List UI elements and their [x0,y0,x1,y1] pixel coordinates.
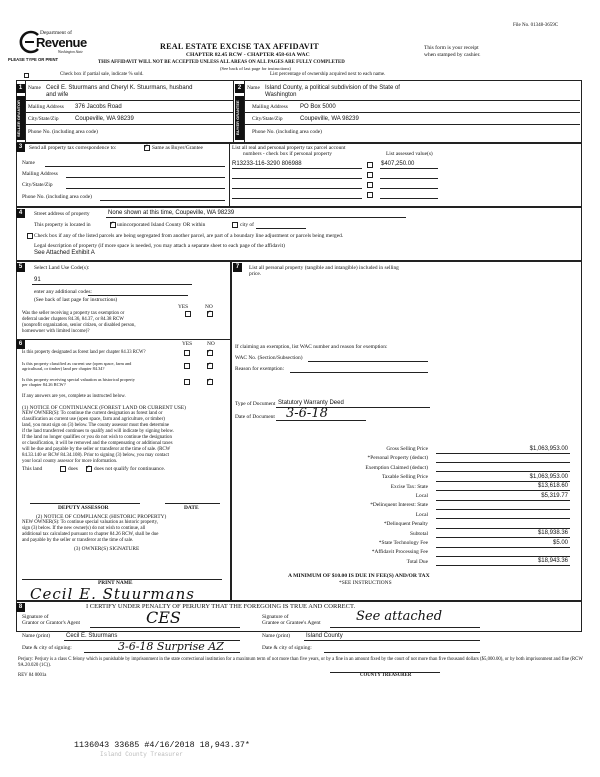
seller-name-label: Name [28,85,41,91]
file-number: File No. 01348-3659C [513,23,559,28]
wac-no-label: WAC No. (Section/Subsection) [235,355,303,361]
calc-row-label: Exemption Claimed (deduct) [365,464,428,471]
seller-name-value: Cecil E. Stuurmans and Cheryl K. Stuurmans, husband [46,85,193,91]
calc-row-value: $5.00 [552,539,568,546]
calc-row-line [436,537,570,538]
calc-row-label: Excise Tax: State [390,483,428,490]
deputy-assessor-label: DEPUTY ASSESSOR [58,505,109,511]
seller-grantor-label: SELLER GRANTOR [16,96,25,140]
section-2-number: 2 [235,84,244,93]
grantor-name-label: Name (print) [22,633,50,639]
buyer-name-value-2: Washington [265,92,297,98]
print-name-label: PRINT NAME [98,580,133,586]
minimum-due-note: A MINIMUM OF $10.00 IS DUE IN FEE(S) AND/OR TAX [288,573,430,579]
form-chapter: CHAPTER 82.45 RCW - CHAPTER 458-61A WAC [186,52,310,58]
personal-prop-checkbox-2[interactable] [367,172,373,178]
personal-prop-checkbox-4[interactable] [367,192,373,198]
calc-row-label: Subtotal [410,530,428,537]
historic-yes-checkbox[interactable] [184,379,190,385]
calc-row-line [436,462,570,463]
revision-code: REV 84 0001a [18,673,47,678]
list-pct-label: List percentage of ownership acquired next to each name. [270,72,386,77]
legal-description-value: See Attached Exhibit A [34,250,95,256]
seller-phone-label: Phone No. (including area code) [28,129,98,135]
segregated-label: Check box if any of the listed parcels are being segregated from another parcel, are part of a boundary line adjustment or parcels being merged. [34,233,344,239]
section-1-number: 1 [16,84,25,93]
same-as-buyer-check-icon: ✓ [143,143,149,150]
calc-row-label: *Affidavit Processing Fee [371,549,428,556]
receipt-note-1: This form is your receipt [424,45,479,51]
calc-row-label: *Delinquent Penalty [383,521,428,528]
unincorporated-check-icon: ✓ [109,220,115,227]
this-land-label: This land [22,466,43,472]
notice1-line: If the land no longer qualifies or you do not wish to continue the designation [22,435,172,440]
exemption-q-line-1: Was the seller receiving a property tax exemption or [22,311,125,316]
does-not-qualify-check-icon: ✓ [85,464,91,471]
additional-codes-label: enter any additional codes: [34,289,92,295]
forest-yes-checkbox[interactable] [184,350,190,356]
notice2-line: NEW OWNER(S): To continue special valuation as historic property, [22,520,158,525]
assessor-date-label: DATE [184,505,199,511]
same-as-buyer-label: Same as Buyer/Grantee [152,145,203,151]
grantee-signature: See attached [356,609,443,624]
notice2-line: additional tax calculated pursuant to chapter 84.26 RCW, shall be due [22,532,159,537]
personal-property-label-1: List all personal property (tangible and intangible) included in selling [249,265,399,271]
calc-row-line [436,547,570,548]
wa-state-label: Washington State [58,50,83,54]
assessed-value: $407,250.00 [381,161,415,167]
sec6-yes-header: YES [182,341,193,347]
calc-row-label: Gross Selling Price [386,446,428,452]
doc-type-value: Statutory Warranty Deed [278,400,344,406]
grantee-sig-label-2: Grantee or Grantee's Agent [262,620,321,626]
calc-row-value: $18,943.36 [537,558,568,565]
notice1-line: classification as current use (open space, farm and agriculture, or timber) [22,417,165,422]
calc-row-line [436,556,570,557]
legal-description-label: Legal description of property (if more space is needed, you may attach a separate sheet to each page of the affidavit) [34,243,285,249]
city-of-checkbox[interactable] [232,222,238,228]
grantor-date-city-label: Date & city of signing: [22,645,72,651]
corr-phone-label: Phone No. (including area code) [22,194,92,200]
grantor-signature: CES [146,608,181,627]
calc-row-line [436,453,570,454]
buyer-grantee-label: BUYER GRANTEE [235,96,244,140]
does-label: does [68,466,78,472]
buyer-city-label: City/State/Zip [252,116,283,122]
grantor-sig-label-1: Signature of [22,614,49,620]
unincorporated-label: unincorporated Island County OR within [117,222,206,228]
exemption-yes-checkbox[interactable] [185,311,191,317]
grantor-sig-label-2: Grantor or Grantor's Agent [22,620,81,626]
please-type: PLEASE TYPE OR PRINT [8,57,59,62]
send-correspondence-label: Send all property tax correspondence to: [29,145,117,151]
seller-mailing-value: 376 Jacobs Road [75,104,122,110]
current-use-q-2: agricultural, or timber) land per chapter 84.34? [22,366,105,371]
calc-row-label: Taxable Selling Price [381,474,428,481]
grantee-sig-label-1: Signature of [262,614,289,620]
current-use-yes-checkbox[interactable] [184,363,190,369]
calc-row-line [436,509,570,510]
buyer-mailing-label: Mailing Address [252,104,288,110]
grantor-date-city-value: 3-6-18 Surprise AZ [118,640,224,653]
section-4-number: 4 [16,209,25,218]
calc-row-line [436,528,570,529]
street-address-value: None shown at this time, Coupeville, WA 98239 [108,210,235,216]
exemption-q-line-2: deferral under chapters 84.36, 84.37, or 84.38 RCW [22,317,124,322]
segregated-checkbox[interactable] [27,233,33,239]
sec5-yes-header: YES [178,304,189,310]
seller-name-value-2: and wife [46,92,69,98]
section-3-number: 3 [16,143,25,152]
land-use-label: Select Land Use Code(s): [34,265,90,271]
buyer-mailing-value: PO Box 5000 [300,104,336,110]
buyer-name-label: Name [247,85,260,91]
calc-row-value: $1,063,953.00 [529,445,568,452]
exemption-no-check-icon: ✓ [206,309,212,316]
section-8-number: 8 [16,603,25,612]
calc-row-label: Total Due [406,558,428,565]
exemption-q-line-4: homeowner with limited income)? [22,329,90,334]
county-treasurer-label: COUNTY TREASURER [360,673,412,678]
calc-row-line [436,500,570,501]
current-use-no-check-icon: ✓ [206,361,212,368]
partial-sale-label: Check box if partial sale, indicate % sold. [60,72,144,77]
calc-row-value: $1,063,953.00 [529,473,568,480]
seller-city-label: City/State/Zip [28,116,59,122]
if-yes-instruction: If any answers are yes, complete as instructed below. [22,394,126,399]
notice-continuance-title: (1) NOTICE OF CONTINUANCE (FOREST LAND OR CURRENT USE) [22,405,186,411]
land-use-see-back: (See back of last page for instructions) [34,297,118,303]
exemption-q-line-3: (nonprofit organization, senior citizen, or disabled person, [22,323,136,328]
grantee-date-city-label: Date & city of signing: [262,645,312,651]
see-instructions-note: *SEE INSTRUCTIONS [339,580,392,586]
notice1-line: if the land transferred continues to qualify and will indicate by signing below. [22,429,174,434]
calc-row-label: Local [415,511,428,518]
calc-row-label: *Personal Property (deduct) [367,455,428,462]
notice2-line: sign (3) below. If the new owner(s) do not wish to continue, all [22,526,146,531]
historic-q-2: per chapter 84.26 RCW? [22,382,66,387]
owner-signature-label: (3) OWNER(S) SIGNATURE [74,546,140,552]
section-5-number: 5 [16,263,25,272]
located-in-label: This property is located in [34,222,91,228]
parcel-number: R13233-116-3290 806988 [232,161,302,167]
calc-row-line [436,471,570,472]
notice1-line: 84.33.140 or RCW 84.34.108). Prior to signing (3) below, you may contact [22,453,169,458]
notice1-line: your local county assessor for more information. [22,459,118,464]
dept-label: Department of [40,30,72,36]
corr-city-label: City/State/Zip [22,182,53,188]
notice-compliance-title: (2) NOTICE OF COMPLIANCE (HISTORIC PROPERTY) [36,514,167,520]
personal-property-label-2: price. [249,271,262,277]
parcel-header-2: numbers - check box if personal property [243,151,332,157]
section-7-number: 7 [233,263,242,272]
calc-row-line [436,481,570,482]
corr-name-label: Name [22,160,35,166]
calc-row-value: $13,618.60 [537,483,568,490]
print-name-handwritten: Cecil E. Stuurmans [30,585,195,603]
corr-mailing-label: Mailing Address [22,171,58,177]
partial-sale-checkbox[interactable] [24,73,29,78]
see-back-note: (See back of last page for instructions) [220,66,291,71]
calc-row-value: $5,319.77 [541,492,568,499]
parcel-header-1: List all real and personal property tax parcel account [232,145,346,151]
wac-intro: If claiming an exemption, list WAC number and reason for exemption: [235,344,388,350]
seller-mailing-label: Mailing Address [28,104,64,110]
form-title: REAL ESTATE EXCISE TAX AFFIDAVIT [160,42,319,51]
section-6-number: 6 [16,340,25,349]
forest-no-check-icon: ✓ [206,348,212,355]
sec5-no-header: NO [205,304,213,310]
notice1-line: or classification, it will be removed and the compensating or additional taxes [22,441,173,446]
notice1-line: NEW OWNER(S): To continue the current designation as forest land or [22,411,163,416]
city-of-label: city of [240,222,254,228]
notice1-line: land, you must sign on (3) below. The county assessor must then determine [22,423,170,428]
sec6-no-header: NO [207,341,215,347]
certify-statement: I CERTIFY UNDER PENALTY OF PERJURY THAT THE FOREGOING IS TRUE AND CORRECT. [86,603,356,610]
calc-row-line [436,565,570,566]
calc-row-label: *State Technology Fee [378,540,428,546]
personal-prop-checkbox-3[interactable] [367,182,373,188]
calc-row-label: Local [415,493,428,499]
grantor-name-value: Cecil E. Stuurmans [66,633,118,639]
not-accepted-note: THIS AFFIDAVIT WILL NOT BE ACCEPTED UNLESS ALL AREAS ON ALL PAGES ARE FULLY COMPLETED [98,60,345,65]
land-use-value: 91 [34,277,41,283]
current-use-q-1: Is this property classified as current use (open space, farm and [22,361,132,366]
grantee-name-label: Name (print) [262,633,290,639]
treasurer-receipt-stamp: 1136043 33685 #4/16/2018 18,943.37* [74,740,250,750]
buyer-name-value: Island County, a political subdivision of the State of [265,85,400,91]
buyer-city-value: Coupeville, WA 98239 [300,116,359,122]
personal-prop-checkbox-1[interactable] [367,162,373,168]
doc-date-label: Date of Document [235,414,275,420]
perjury-notice: Perjury: Perjury is a class C felony which is punishable by imprisonment in the state correctional institution for a maximum term of not more than five years, or by a fine in an amount fixed by the court of not more than five thousand dollars ($5,000.00), or by both imprisonment and fine (RCW 9A.20.020 (1C)). [18,657,583,668]
forest-land-q: Is this property designated as forest land per chapter 84.33 RCW? [22,350,146,355]
does-not-label: does not qualify for continuance. [94,466,166,472]
receipt-note-2: when stamped by cashier. [424,52,481,58]
revenue-wordmark: Revenue [36,35,87,50]
reason-exemption-label: Reason for exemption: [235,366,285,372]
street-address-label: Street address of property [34,211,90,217]
buyer-phone-label: Phone No. (including area code) [252,129,322,135]
dor-logo [18,30,98,56]
calc-row-line [436,518,570,519]
notice2-line: and payable by the seller or transferor at the time of sale. [22,538,134,543]
grantee-name-value: Island County [306,633,343,639]
assessed-header: List assessed value(s) [386,151,433,157]
seller-city-value: Coupeville, WA 98239 [75,116,134,122]
historic-no-check-icon: ✓ [206,377,212,384]
calc-row-label: *Delinquent Interest: State [370,502,428,509]
calc-row-line [436,490,570,491]
historic-q-1: Is this property receiving special valuation as historical property [22,377,135,382]
doc-type-label: Type of Document [235,401,276,407]
notice1-line: will be due and payable by the seller or transferor at the time of sale. (RCW [22,447,171,452]
doc-date-handwritten: 3-6-18 [286,406,328,421]
does-qualify-checkbox[interactable] [60,466,66,472]
treasurer-stamp-subtext: Island County Treasurer [100,751,183,758]
calc-row-value: $18,938.36 [537,530,568,537]
